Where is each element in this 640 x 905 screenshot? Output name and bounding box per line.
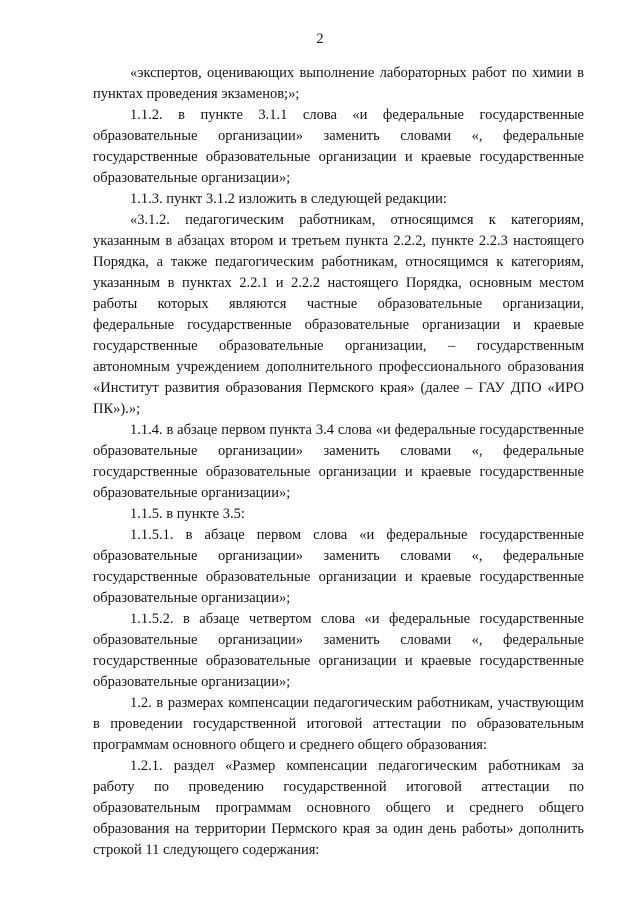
paragraph-1-1-5-1: 1.1.5.1. в абзаце первом слова «и федеральные государственные образовательные организации» заменить словами «, федеральные государственные образовательные организации и краевые государственные образовательные организации»; <box>93 527 584 606</box>
page-number: 2 <box>316 31 324 47</box>
paragraph-1-2: 1.2. в размерах компенсации педагогическим работникам, участвующим в проведении государственной итоговой аттестации по образовательным программам основного общего и среднего общего образования: <box>93 695 584 753</box>
paragraph-3-1-2: «3.1.2. педагогическим работникам, относящимся к категориям, указанным в абзацах втором и третьем пункта 2.2.2, пункте 2.2.3 настоящего Порядка, а также педагогическим работникам, относящимся к категориям, указанным в пунктах 2.2.1 и 2.2.2 настоящего Порядка, основным местом работы которых являются частные образовательные организации, федеральные государственные образовательные организации и краевые государственные образовательные организации, – государственным автономным учреждением дополнительного профессионального образования «Институт развития образования Пермского края» (далее – ГАУ ДПО «ИРО ПК»).»; <box>93 212 584 417</box>
paragraph-1-1-3: 1.1.3. пункт 3.1.2 изложить в следующей редакции: <box>130 191 447 207</box>
paragraph-1-1-5: 1.1.5. в пункте 3.5: <box>130 506 245 522</box>
paragraph-1-2-1: 1.2.1. раздел «Размер компенсации педагогическим работникам за работу по проведению государственной итоговой аттестации по образовательным программам основного общего и среднего общего образования на территории Пермского края за один день работы» дополнить строкой 11 следующего содержания: <box>93 758 584 858</box>
paragraph-1-1-5-2: 1.1.5.2. в абзаце четвертом слова «и федеральные государственные образовательные организации» заменить словами «, федеральные государственные образовательные организации и краевые государственные образовательные организации»; <box>93 611 584 690</box>
paragraph-continuation: «экспертов, оценивающих выполнение лабораторных работ по химии в пунктах проведения экзаменов;»; <box>93 65 584 102</box>
document-body <box>93 63 584 861</box>
paragraph-1-1-4: 1.1.4. в абзаце первом пункта 3.4 слова «и федеральные государственные образовательные организации» заменить словами «, федеральные государственные образовательные организации и краевые государственные образовательные организации»; <box>93 422 584 501</box>
paragraph-1-1-2: 1.1.2. в пункте 3.1.1 слова «и федеральные государственные образовательные организации» заменить словами «, федеральные государственные образовательные организации и краевые государственные образовательные организации»; <box>93 107 584 186</box>
